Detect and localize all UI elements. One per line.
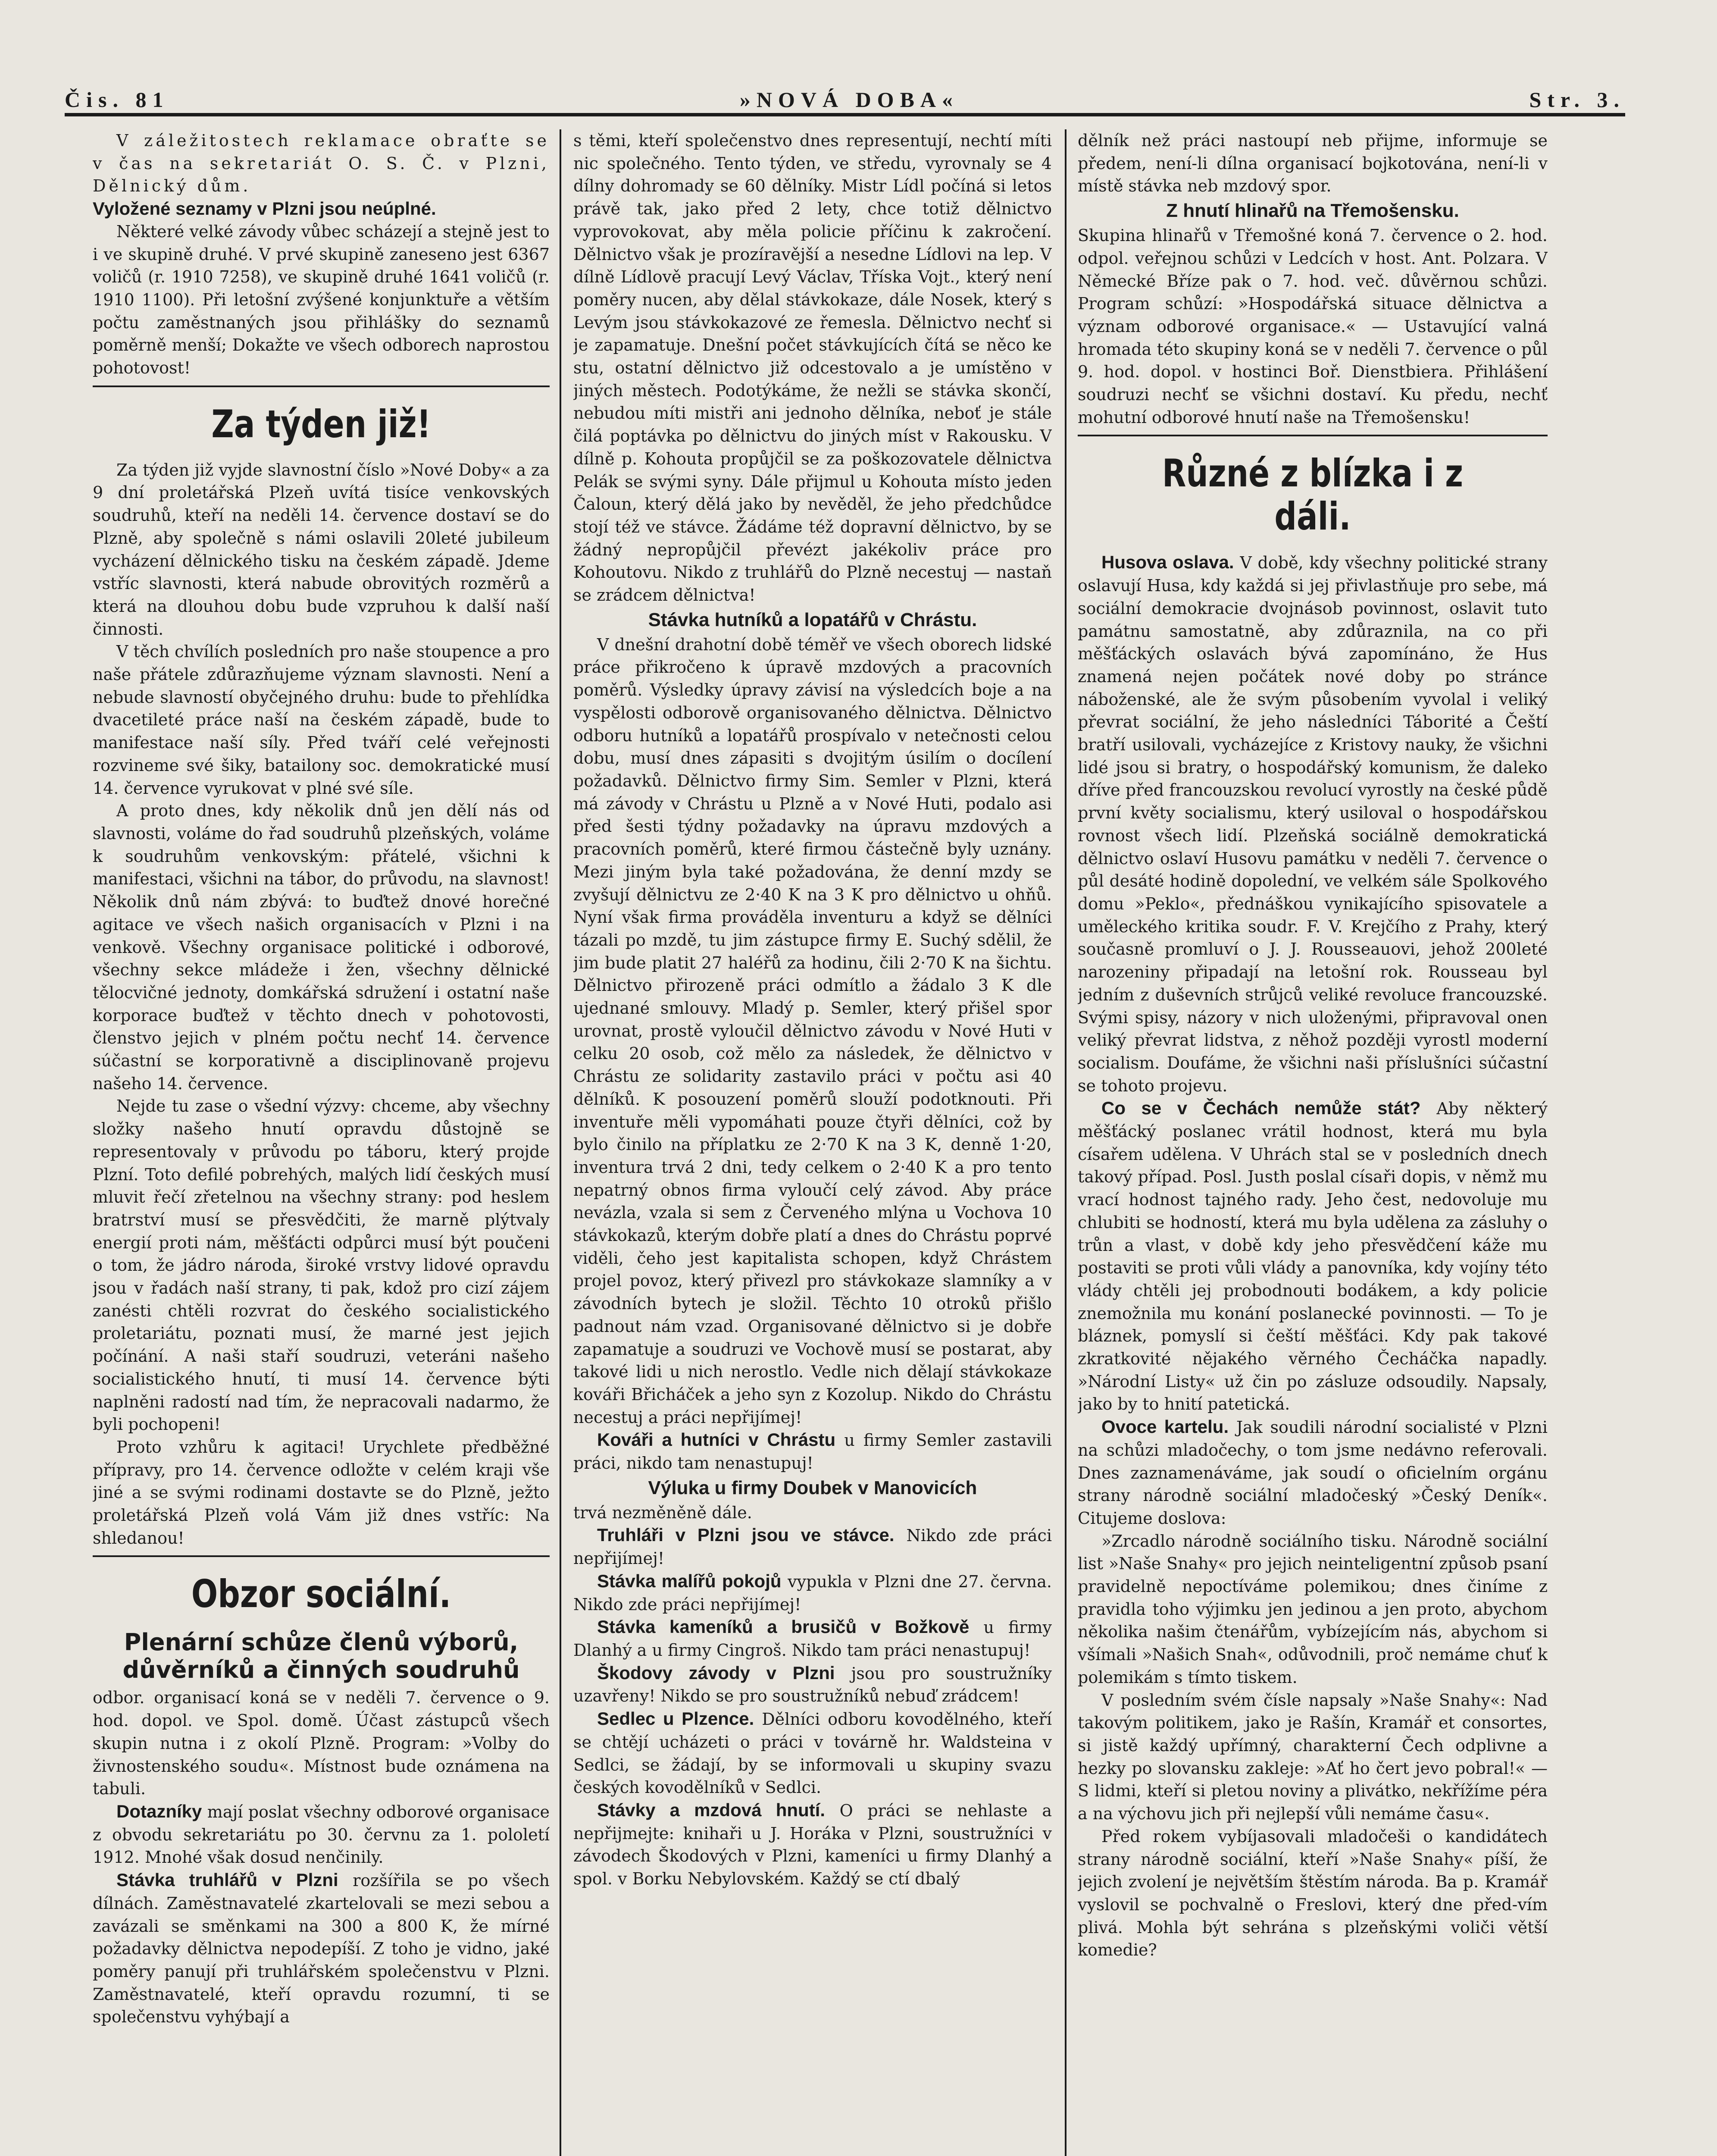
section-heading-obzor: Obzor sociální. [191,1572,451,1617]
run-in-heading-dotazniky: Dotazníky [116,1801,202,1821]
text-malire: vypukla v Plzni dne 27. června. Nikdo zde práci nepřijímej! [573,1572,1052,1614]
section-heading-ruzne: Různé z blízka i z dáli. [1162,451,1464,539]
run-in-heading-stavky: Stávky a mzdová hnutí. [597,1799,826,1820]
text-truhlari: rozšířila se po všech dílnách. Zaměstnavatelé zkartelovali se mezi sebou a zavázali se směnkami na 300 a 800 K, že mírné požadavky dělnictva nepodepíší. Z toho je vidno, jaké poměry panují při truhlářském společenstvu v Plzni. Zaměstnavatelé, kteří opravdu rozumní, ti se společenstvu vyhýbají a [93,1871,550,2027]
paragraph-zrcadlo: »Zrcadlo národně sociálního tisku. Národně sociální list »Naše Snahy« pro jejich neinteligentní způsob psaní pravidelně nepoctíváme polemikou; dnes činíme z pravidla toho výjimku jen jedinou a jen proto, abychom několika našim čtenářům, vybízejícím nás, abychom si všímali »Našich Snah«, odůvodnili, proč nemáme chuť k polemikám s tímto tiskem. [1078,1531,1548,1687]
text-truhlari-stavka: Nikdo zde práci nepřijímej! [573,1526,1052,1568]
paragraph-nase-snahy: V posledním svém čísle napsaly »Naše Snahy«: Nad takovým politikem, jako je Rašín, Kramář et consortes, si jistě každý upřímný, charakterní Čech odplivne a hezky po slovansku zakleje: »Ať ho čert jevo pobral!« — S lidmi, kteří si pletou noviny a plivátko, nekřížíme péra a na výchovu jich při nejlepší vůli nemáme času«. [1078,1690,1548,1824]
paragraph-hlinari: Skupina hlinařů v Třemošné koná 7. července o 2. hod. odpol. veřejnou schůzi v Ledcích v host. Ant. Polzara. V Německé Bříze pak o 7. hod. več. důvěrnou schůzi. Program schůzí: »Hospodářská situace dělnictva a význam odborové organisace.« — Ustavující valná hromada této skupiny koná se v neděli 7. července o půl 9. hod. dopol. v hostinci Boř. Dienstbiera. Přihlášení soudruzi nechť se všichni dostaví. Ku předu, nechť mohutní odborové hnutí naše na Třemošensku! [1078,226,1548,427]
paragraph-reklamace: V záležitostech reklamace obraťte se v čas na sekretariát O. S. Č. v Plzni, Dělnický dům. [93,131,550,196]
paragraph-malire [573,1570,1052,1616]
paragraph-sedlec [573,1708,1052,1799]
text-kovari: u firmy Semler zastavili práci, nikdo tam nenastupuj! [573,1431,1052,1473]
article-heading-hlinari: Z hnutí hlinařů na Třemošensku. [1166,200,1459,222]
paragraph-seznamy: Některé velké závody vůbec scházejí a stejně jest to i ve skupině druhé. V prvé skupině zaneseno jest 6367 voličů (r. 1910 7258), ve skupině druhé 1641 voličů (r. 1910 1100). Při letošní zvýšené konjunktuře a větším počtu zaměstnaných jsou přihlášky do seznamů poměrně menší; Dokažte ve všech odborech naprostou pohotovost! [93,222,550,378]
article-heading-chrast: Stávka hutníků a lopatářů v Chrástu. [648,609,977,630]
text-stavky: O práci se nehlaste a nepřijmejte: knihaři u J. Horáka v Plzni, soustružníci v závodech Škodových v Plzni, kameníci u firmy Dlanhý a spol. v Borku Nebylovském. Každý se ctí dbalý [573,1801,1052,1889]
run-in-heading-ovoce: Ovoce kartelu. [1101,1416,1229,1437]
column-2 [573,129,1052,2156]
text-husova: V době, kdy všechny politické strany oslavují Husa, kdy každá si jej přivlastňuje pro sebe, má sociální demokracie dvojnásob povinnost, oslavit tuto památnu samostatně, aby zdůraznila, na co při měšťáckých oslavách bývá zapomínáno, že Hus znamená nejen počátek nové doby po stránce náboženské, ale že svým působením vyvolal i veliký převrat sociální, že jeho následníci Táborité a Čeští bratří usilovali, vycházejíce z Kristovy nauky, že všichni lidé jsou si bratry, o hospodářský komunism, že daleko dříve před francouzskou revolucí vyrostly na české půdě první květy socialismu, který usiloval o hospodářskou rovnost všech lidí. Plzeňská sociálně demokratická dělnictvo oslaví Husovu památku v neděli 7. července o půl desáté hodině dopolední, ve velkém sále Spolkového domu »Peklo«, přednáškou vynikajícího spisovatele a uměleckého kritika soudr. F. V. Krejčího z Prahy, který současně promluví o J. J. Rousseauovi, jehož 200leté narozeniny připadají na letošní rok. Rousseau byl jedním z duševních strůjců veliké revoluce francouzské. Svými spisy, názory v nich uloženými, připravoval onen veliký převrat lidstva, z něhož později vyrostl moderní socialism. Doufáme, že všichni naši příslušníci súčastní se tohoto projevu. [1078,553,1548,1095]
column-1 [93,129,550,2156]
run-in-heading-kamenici: Stávka kameníků a brusičů v Božkově [597,1617,970,1637]
paragraph-za-tyden-4: Nejde tu zase o všední výzvy: chceme, aby všechny složky našeho hnutí opravdu důstojně se representovaly v průvodu po táboru, který projde Plzní. Toto defilé pobrehých, malých lidí českých musí mluvit řečí zřetelnou na všechny strany: pod heslem bratrství musí se přesvědčiti, že marně plýtvaly energií proti nám, měšťácti odpůrci musí být poučeni o tom, že jádro národa, široké vrstvy lidové opravdu jsou v řadách naší strany, ti pak, kdož pro cizí zájem zanésti chtěli rozvrat do českého socialistického proletariátu, poznati musí, že marné jest jejich počínání. A naši staří soudruzi, veteráni našeho socialistického hnutí, ti musí 14. července býti naplněni radostí nad tím, že nepracovali nadarmo, že byli pochopeni! [93,1097,550,1434]
paragraph-pred-rokem: Před rokem vybíjasovali mladočeši o kandidátech strany národně sociální, kteří »Naše Snahy« píší, že jejich zvolení je největším štěstím národa. Ba p. Kramář vyslovil se pochvalně o Freslovi, který dne před-vím plivá. Mohla být sehrána s plzeňskými voliči větší komedie? [1078,1827,1548,1960]
run-in-heading-co-se: Co se v Čechách nemůže stát? [1101,1098,1421,1119]
column-rule-1 [560,129,561,2156]
headline-za-tyden: Za týden již! [211,401,431,446]
paragraph-za-tyden-5: Proto vzhůru k agitaci! Urychlete předběžné přípravy, pro 14. července odložte v celém kraji vše jiné a se svými rodinami dostavte se do Plzně, ježto proletářská Plzeň volá Vám již dnes vstříc: Na shledanou! [93,1437,550,1548]
column-3 [1078,129,1548,2156]
text-dotazniky: mají poslat všechny odborové organisace z obvodu sekretariátu po 30. červnu za 1. pololetí 1912. Mnohé však dosud nenčinily. [93,1802,550,1867]
paragraph-kovari [573,1429,1052,1474]
text-kamenici: u firmy Dlanhý a u firmy Cingroš. Nikdo tam práci nenastupuj! [573,1618,1052,1660]
paragraph-truhlari-continued: s těmi, kteří společenstvo dnes representují, nechtí míti nic společného. Tento týden, ve středu, vyrovnaly se 4 dílny dohromady se 60 dělníky. Mistr Lídl počíná si letos právě tak, jako před 2 lety, chce totiž dělnictvo vyprovokovat, aby měla policie příčinu k zakročení. Dělnictvo však je prozíravější a nesedne Lídlovi na lep. V dílně Lídlově pracují Levý Václav, Tříska Vojt., který není poměry nucen, aby dělal stávkokaze, dále Nosek, který s Levým jsou stávkokazové ze řemesla. Dělnictvo nechť si je zapamatuje. Dnešní počet stávkujících čítá se něco ke stu, ostatní dělnictvo již odcestovalo a je umístěno v jiných městech. Podotýkáme, že nežli se stávka skončí, nebudou míti mistři ani jednoho dělníka, neboť je stále čilá poptávka po dělnictvu do jiných míst v Rakousku. V dílně p. Kohouta propůjčil se za poškozovatele dělnictva Pelák se svými syny. Dále přijmul u Kohouta místo jeden Čaloun, který dělá jako by nevěděl, že jeho předchůdce stojí též ve stávce. Žádáme též dopravní dělnictvo, by se žádný nepropůjčil převézt jakékoliv práce pro Kohoutovu. Nikdo z truhlářů do Plzně necestuj — nastaň se zrádcem dělnictva! [573,131,1052,605]
run-in-heading-skodovy: Škodovy závody v Plzni [597,1662,835,1683]
newspaper-title: »NOVÁ DOBA« [739,88,959,112]
paragraph-skodovy [573,1662,1052,1708]
paragraph-za-tyden-3: A proto dnes, kdy několik dnů jen dělí nás od slavnosti, voláme do řad soudruhů plzeňských, voláme k soudruhům venkovským: přátelé, všichni k manifestaci, všichni na tábor, do průvodu, na slavnost! Několik dnů nám zbývá: to buďtež dnové horečné agitace ve všech našich organisacích v Plzni i na venkově. Všechny organisace politické i odborové, všechny sekce mládeže i žen, všechny dělnické tělocvičné jednoty, domkářská sdružení i ostatní naše korporace buďtež v těchto dnech v pohotovosti, členstvo jejich v plném počtu nechť 14. července súčastní se korporativně a disciplinovaně projevu našeho 14. července. [93,801,550,1093]
divider [1078,435,1548,436]
article-heading-seznamy: Vyložené seznamy v Plzni jsou neúplné. [93,198,436,219]
subheading-plenarni-schuze: Plenární schůze členů výborů, důvěrníků a činných soudruhů [122,1629,520,1684]
text-skodovy: jsou pro soustružníky uzavřeny! Nikdo se pro soustružníků nebuď zrádcem! [573,1664,1052,1706]
text-co-se: Aby některý měšťácký poslanec vrátil hodnost, která mu byla císařem udělena. V Uhrách stal se v posledních dnech takový případ. Posl. Justh poslal císaři dopis, v němž mu vrací hodnost tajného rady. Jeho čest, nedovoluje mu chlubiti se hodností, která mu byla udělena za zásluhy o trůn a vlast, v době kdy jeho přesvědčení káže mu postaviti se proti vůli vlády a panovníka, kdy vojíny této vlády chtěli jej probodnouti bodákem, a kdy policie znemožnila mu konání poslanecké povinnosti. — To je bláznek, pomyslí si čeští měšťáci. Kdy pak takové zkratkovité nějakého věrného Čecháčka napadly. »Národní Listy« už čin po zásluze odsoudily. Napsaly, jako by to hnití patetická. [1078,1099,1548,1414]
text-sedlec: Dělníci odboru kovodělného, kteří se chtějí ucházeti o práci v továrně hr. Waldsteina v Sedlci, se žádají, by se informovali u skupiny svazu českých kovodělníků v Sedlci. [573,1710,1052,1797]
paragraph-za-tyden-2: V těch chvílích posledních pro naše stoupence a pro naše přátele zdůrazňujeme význam slavnosti. Není a nebude slavností obyčejného druhu: bude to přehlídka dvacetileté práce naší na českém západě, bude to manifestace naší síly. Před tváří celé veřejnosti rozvineme své šiky, batailony soc. demokratické musí 14. července vyrukovat v plné své síle. [93,642,550,798]
paragraph-vyluka: trvá nezměněně dále. [573,1503,752,1522]
paragraph-stavka-truhlaru [93,1869,550,2028]
paragraph-truhlari-stavka [573,1524,1052,1570]
text-ovoce: Jak soudili národní socialisté v Plzni na schůzi mladočechy, o tom jsme nedávno referovali. Dnes zaznamenáváme, jak soudí o oficielním orgánu strany národně sociální mladočeský »Český Deník«. Citujeme doslova: [1078,1418,1548,1528]
paragraph-stavky [573,1799,1052,1890]
issue-number: Čis. 81 [65,88,169,112]
run-in-heading-husova: Husova oslava. [1101,552,1234,573]
paragraph-stavky-continued: dělník než práci nastoupí neb přijme, informuje se předem, není-li dílna organisací bojkotována, není-li v místě stávka neb mzdový spor. [1078,131,1548,196]
run-in-heading-truhlari: Stávka truhlářů v Plzni [116,1870,338,1890]
header-rule [65,113,1625,116]
page-header [65,73,1625,112]
paragraph-plenarni: odbor. organisací koná se v neděli 7. července o 9. hod. dopol. ve Spol. domě. Účast zástupců všech skupin nutna i z okolí Plzně. Program: »Volby do živnostenského soudu«. Místnost bude oznámena na tabuli. [93,1688,550,1799]
page-number: Str. 3. [1529,88,1625,112]
paragraph-kamenici [573,1616,1052,1661]
column-rule-2 [1065,129,1066,2156]
paragraph-za-tyden-1: Za týden již vyjde slavnostní číslo »Nové Doby« a za 9 dní proletářská Plzeň uvítá tisíce venkovských soudruhů, kteří na neděli 14. července dostaví se do Plzně, aby společně s námi oslavili 20leté jubileum vycházení dělnického tisku na českém západě. Jdeme vstříc slavnosti, která nabude obrovitých rozměrů a která na dlouhou dobu bude vzpruhou k další naší činnosti. [93,460,550,639]
divider [93,385,550,387]
paragraph-co-se [1078,1097,1548,1416]
run-in-heading-sedlec: Sedlec u Plzence. [597,1708,754,1729]
run-in-heading-kovari: Kováři a hutníci v Chrástu [597,1429,836,1450]
paragraph-husova-oslava [1078,551,1548,1097]
divider [93,1555,550,1557]
paragraph-ovoce-kartelu [1078,1416,1548,1530]
paragraph-dotazniky [93,1800,550,1869]
article-heading-vyluka: Výluka u firmy Doubek v Manovicích [648,1477,977,1498]
paragraph-chrast: V dnešní drahotní době téměř ve všech oborech lidské práce přikročeno k úpravě mzdových a pracovních poměrů. Výsledky úpravy závisí na výsledcích boje a na vyspělosti odborově organisovaného dělnictva. Dělnictvo odboru hutníků a lopatářů prospívalo v netečnosti celou dobu, musí dnes zápasiti s dvojitým úsilím o docílení požadavků. Dělnictvo firmy Sim. Semler v Plzni, která má závody v Chrástu u Plzně a v Nové Huti, podalo asi před šesti týdny požadavky na úpravu mzdových a pracovních poměrů, které firmou částečně byly uznány. Mezi jiným byla také požadována, že denní mzdy se zvyšují dělnictvu ze 2·40 K na 3 K pro dělnictvo u ohňů. Nyní však firma prováděla inventuru a když se dělníci tázali po mzdě, tu jim zástupce firmy E. Suchý sdělil, že jim bude platit 27 haléřů za hodinu, čili 2·70 K na šichtu. Dělnictvo přirozeně práci odmítlo a žádalo 3 K dle ujednané smlouvy. Mladý p. Semler, který přišel spor urovnat, prostě vyloučil dělnictvo závodu v Nové Huti v celku 20 osob, což mělo za následek, že dělnictvo v Chrástu ze solidarity zastavilo práci v počtu asi 40 dělníků. K posouzení poměrů slouží podotknouti. Při inventuře měli vypomáhati pouze čtyři dělníci, což by bylo činilo na příplatku ze 2·70 K na 3 K, denně 1·20, inventura trvá 2 dni, tedy celkem o 2·40 K a pro tento nepatrný obnos firma vyloučí celý závod. Aby práce nevázla, vzala si sem z Červeného mlýna u Vochova 10 stávkokazů, kterým dobře platí a dnes do Chrástu poprvé viděli, čeho jest kapitalista schopen, když Chrástem projel povoz, který přivezl pro stávkokaze slamníky a v závodních bytech je složil. Těchto 10 otroků přišlo padnout nám vzad. Organisované dělnictvo si je dobře zapamatuje a soudruzi ve Vochově musí se postarat, aby takové lidi u nich nerostlo. Vedle nich dělají stávkokaze kováři Břicháček a jeho syn z Kozolup. Nikdo do Chrástu necestuj a práci nepřijímej! [573,635,1052,1427]
run-in-heading-malire: Stávka malířů pokojů [597,1570,782,1591]
run-in-heading-truhlari-stavka: Truhláři v Plzni jsou ve stávce. [597,1525,894,1545]
